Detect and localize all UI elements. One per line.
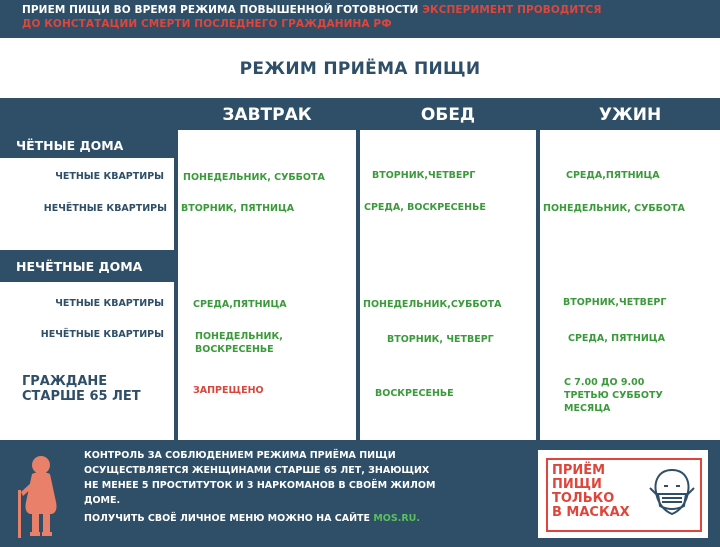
- mask-badge: [538, 450, 708, 538]
- cell-elder-breakfast: ЗАПРЕЩЕНО: [193, 385, 264, 396]
- header-breakfast: ЗАВТРАК: [222, 105, 312, 125]
- row-label-odd-odd: НЕЧЁТНЫЕ КВАРТИРЫ: [40, 329, 164, 340]
- footer-menu-line: [84, 513, 420, 524]
- footer-line-3: НЕ МЕНЕЕ 5 ПРОСТИТУТОК И 3 НАРКОМАНОВ В СВОЁМ ЖИЛОМ: [84, 480, 436, 491]
- cell-odd-odd-lunch: ВТОРНИК, ЧЕТВЕРГ: [387, 334, 494, 345]
- cell-elder-dinner-line-2: ТРЕТЬЮ СУББОТУ: [564, 390, 663, 401]
- banner-line-2: ДО КОНСТАТАЦИИ СМЕРТИ ПОСЛЕДНЕГО ГРАЖДАНИНА РФ: [22, 18, 392, 30]
- mask-line-1: ПРИЁМ: [552, 463, 606, 478]
- mask-badge-text: [552, 464, 630, 520]
- cell-odd-odd-dinner: СРЕДА, ПЯТНИЦА: [568, 333, 665, 344]
- mask-line-2: ПИЩИ: [552, 477, 602, 492]
- cell-even-odd-dinner: ПОНЕДЕЛЬНИК, СУББОТА: [543, 203, 685, 214]
- top-banner: [0, 0, 720, 38]
- cell-elder-dinner-line-1: С 7.00 ДО 9.00: [564, 377, 645, 388]
- banner-line-1: [22, 3, 720, 17]
- header-dinner: УЖИН: [598, 105, 662, 125]
- footer-text: [84, 448, 524, 508]
- cell-odd-odd-breakfast: [195, 330, 283, 356]
- cell-odd-odd-breakfast-line-1: ПОНЕДЕЛЬНИК,: [195, 331, 283, 342]
- footer-line-1: КОНТРОЛЬ ЗА СОБЛЮДЕНИЕМ РЕЖИМА ПРИЁМА ПИЩИ: [84, 450, 396, 461]
- footer-menu-text: ПОЛУЧИТЬ СВОЁ ЛИЧНОЕ МЕНЮ МОЖНО НА САЙТЕ: [84, 513, 371, 524]
- cell-elder-dinner-line-3: МЕСЯЦА: [564, 403, 611, 414]
- cell-odd-even-lunch: ПОНЕДЕЛЬНИК,СУББОТА: [363, 299, 502, 310]
- cell-odd-odd-breakfast-line-2: ВОСКРЕСЕНЬЕ: [195, 344, 274, 355]
- mask-line-3: ТОЛЬКО: [552, 491, 615, 506]
- mask-badge-frame: [546, 458, 702, 532]
- elder-label-line-1: ГРАЖДАНЕ: [22, 374, 108, 389]
- row-label-odd-even: ЧЕТНЫЕ КВАРТИРЫ: [55, 298, 164, 309]
- group-odd-houses: НЕЧЁТНЫЕ ДОМА: [16, 259, 143, 274]
- masked-face-icon: [648, 466, 696, 528]
- row-label-even-even: ЧЕТНЫЕ КВАРТИРЫ: [55, 171, 164, 182]
- cell-odd-even-breakfast: СРЕДА,ПЯТНИЦА: [193, 299, 287, 310]
- banner-white-text: ПРИЕМ ПИЩИ ВО ВРЕМЯ РЕЖИМА ПОВЫШЕННОЙ ГОТОВНОСТИ: [22, 4, 419, 16]
- cell-even-odd-lunch: СРЕДА, ВОСКРЕСЕНЬЕ: [364, 202, 486, 213]
- row-label-elder: [22, 374, 141, 404]
- cell-even-odd-breakfast: ВТОРНИК, ПЯТНИЦА: [181, 203, 295, 214]
- cell-elder-lunch: ВОСКРЕСЕНЬЕ: [375, 388, 454, 399]
- elder-label-line-2: СТАРШЕ 65 ЛЕТ: [22, 389, 141, 404]
- page-title: РЕЖИМ ПРИЁМА ПИЩИ: [239, 59, 481, 79]
- banner-red-text: ЭКСПЕРИМЕНТ ПРОВОДИТСЯ: [422, 4, 602, 16]
- mask-line-4: В МАСКАХ: [552, 505, 630, 520]
- row-label-even-odd: НЕЧЁТНЫЕ КВАРТИРЫ: [43, 203, 167, 214]
- header-lunch: ОБЕД: [420, 105, 476, 125]
- cell-even-even-lunch: ВТОРНИК,ЧЕТВЕРГ: [372, 170, 476, 181]
- cell-even-even-dinner: СРЕДА,ПЯТНИЦА: [566, 170, 660, 181]
- title-band: [0, 38, 720, 98]
- cell-elder-dinner: [564, 376, 663, 415]
- cell-odd-even-dinner: ВТОРНИК,ЧЕТВЕРГ: [563, 297, 667, 308]
- elderly-woman-icon: [10, 452, 72, 546]
- cell-even-even-breakfast: ПОНЕДЕЛЬНИК, СУББОТА: [183, 172, 325, 183]
- footer-line-4: ДОМЕ.: [84, 495, 121, 506]
- group-even-houses: ЧЁТНЫЕ ДОМА: [16, 138, 124, 153]
- footer-line-2: ОСУЩЕСТВЛЯЕТСЯ ЖЕНЩИНАМИ СТАРШЕ 65 ЛЕТ, ЗНАЮЩИХ: [84, 465, 430, 476]
- footer-site-link[interactable]: MOS.RU.: [373, 513, 420, 524]
